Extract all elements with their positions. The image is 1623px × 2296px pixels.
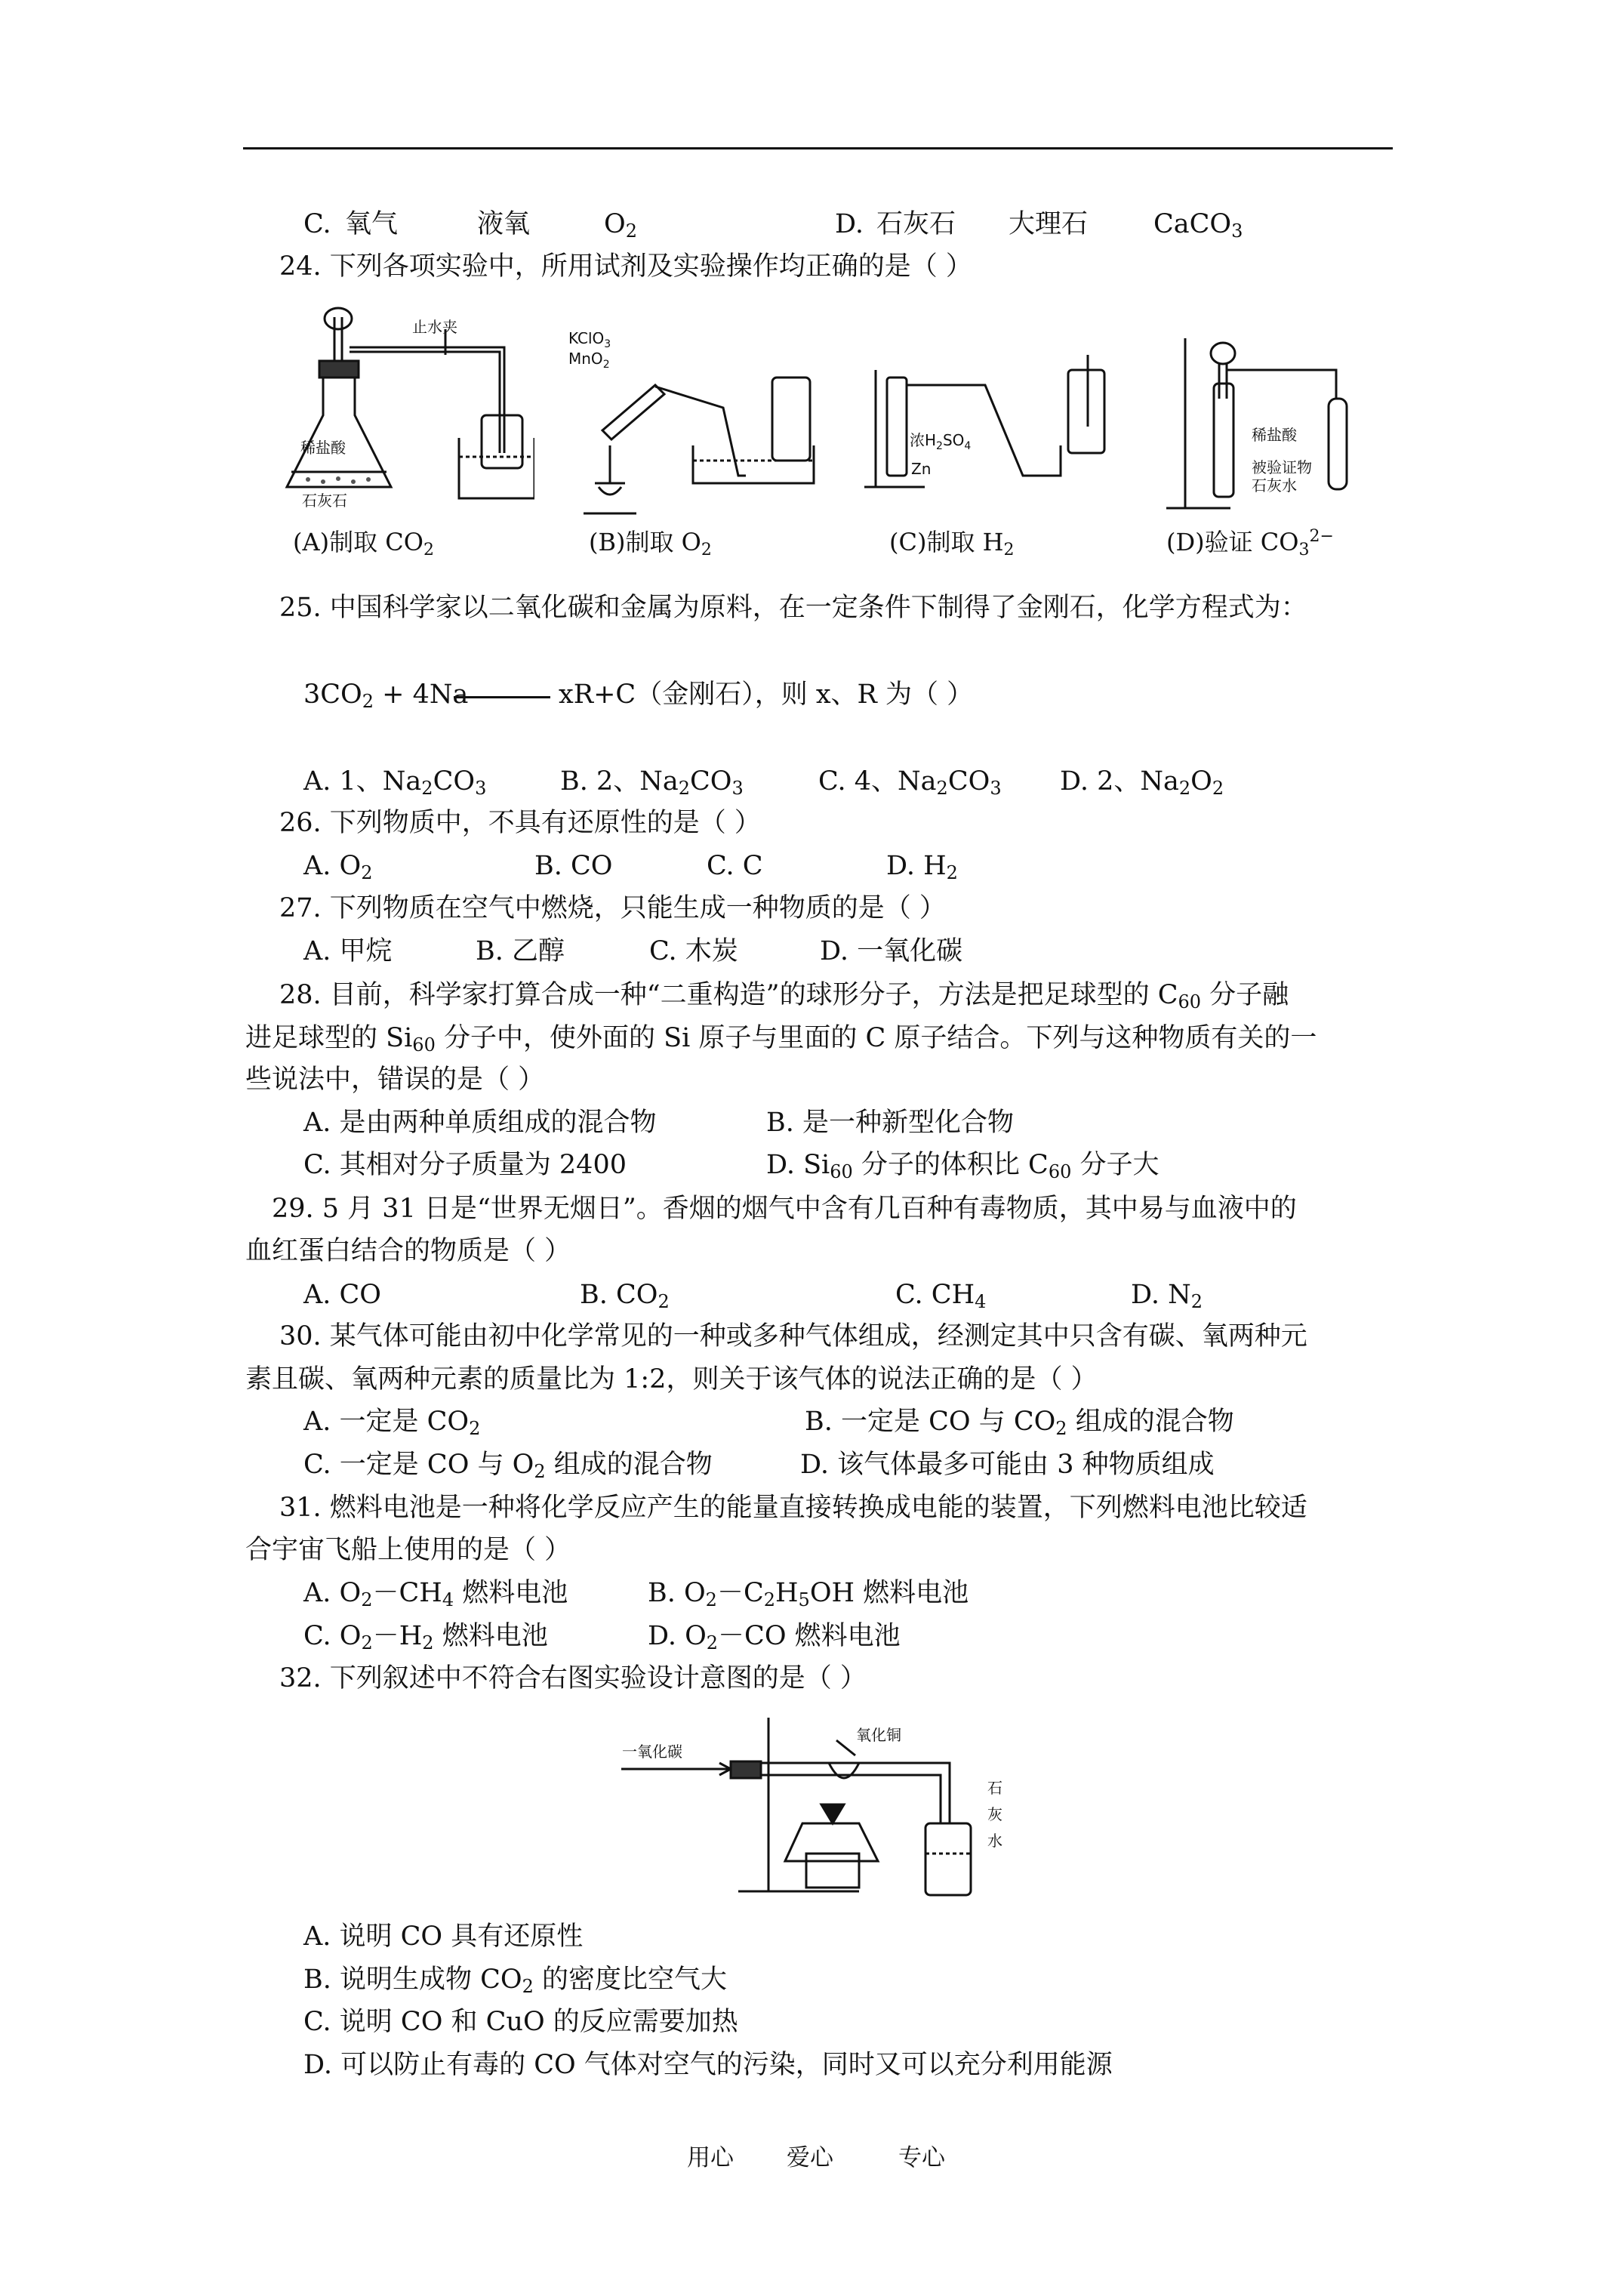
q32-option-c: C. 说明 CO 和 CuO 的反应需要加热 [303, 2007, 738, 2037]
header-rule [243, 147, 1393, 149]
q25-equation-right: xR+C（金刚石），则 x、R 为（ ） [559, 680, 974, 710]
q28-option-c: C. 其相对分子质量为 2400 [303, 1150, 627, 1180]
q32-stem: 32. 下列叙述中不符合右图实验设计意图的是（ ） [279, 1663, 867, 1693]
q24-stem: 24. 下列各项实验中，所用试剂及实验操作均正确的是（ ） [279, 251, 972, 282]
q28-line-3: 些说法中，错误的是（ ） [245, 1065, 545, 1095]
q28-option-a: A. 是由两种单质组成的混合物 [303, 1108, 657, 1138]
svg-text:KClO3: KClO$_3$ [568, 332, 611, 350]
svg-text:石灰水: 石灰水 [1252, 476, 1297, 495]
q32-option-a: A. 说明 CO 具有还原性 [303, 1922, 584, 1952]
svg-text:水: 水 [987, 1832, 1002, 1850]
q30-option-c: C. 一定是 CO 与 $O_2$ 组成的混合物 [303, 1450, 713, 1482]
svg-text:被验证物: 被验证物 [1252, 458, 1312, 476]
q28-option-b: B. 是一种新型化合物 [766, 1108, 1014, 1138]
figure-c-caption: (C)制取 $H_2$ [889, 528, 1015, 559]
q30-line-1: 30. 某气体可能由初中化学常见的一种或多种气体组成，经测定其中只含有碳、氧两种元 [279, 1321, 1307, 1351]
q28-line-2: 进足球型的 $Si_{60}$ 分子中，使外面的 Si 原子与里面的 C 原子结合。下列与这种物质有关的一 [245, 1023, 1317, 1056]
figure-d-co3-test-apparatus [1163, 331, 1389, 527]
q29-line-2: 血红蛋白结合的物质是（ ） [245, 1236, 571, 1266]
q31-option-d: D. $O_2-CO$ 燃料电池 [648, 1621, 901, 1653]
q25-equation-left: $3CO_2 + 4Na$ [303, 680, 469, 712]
q31-option-a: A. $O_2-CH_4$ 燃料电池 [303, 1578, 568, 1610]
q30-option-b: B. 一定是 CO 与 $CO_2$ 组成的混合物 [805, 1407, 1234, 1439]
svg-text:Zn: Zn [911, 460, 932, 478]
footer-text-3: 专心 [898, 2144, 945, 2171]
q31-option-b: B. $O_2-C_2H_5OH$ 燃料电池 [648, 1578, 969, 1610]
figure-co-reduction-apparatus [617, 1710, 1010, 1899]
svg-text:稀盐酸: 稀盐酸 [1252, 426, 1297, 444]
q31-line-2: 合宇宙飞船上使用的是（ ） [245, 1535, 571, 1565]
svg-text:石灰石: 石灰石 [302, 492, 347, 510]
q28-option-d: D. $Si_{60}$ 分子的体积比 $C_{60}$ 分子大 [766, 1150, 1160, 1182]
reaction-arrow-line [454, 696, 550, 698]
svg-text:氧化铜: 氧化铜 [856, 1726, 901, 1744]
svg-text:一氧化碳: 一氧化碳 [622, 1743, 682, 1761]
q30-option-d: D. 该气体最多可能由 3 种物质组成 [800, 1450, 1215, 1480]
q30-option-a: A. 一定是 $CO_2$ [303, 1407, 481, 1439]
q31-option-c: C. $O_2-H_2$ 燃料电池 [303, 1621, 548, 1653]
q32-option-d: D. 可以防止有毒的 CO 气体对空气的污染，同时又可以充分利用能源 [303, 2050, 1113, 2080]
svg-text:石: 石 [987, 1779, 1002, 1797]
q25-stem: 25. 中国科学家以二氧化碳和金属为原料，在一定条件下制得了金刚石，化学方程式为： [279, 593, 1307, 623]
figure-b-o2-apparatus [565, 332, 821, 525]
q31-line-1: 31. 燃料电池是一种将化学反应产生的能量直接转换成电能的装置，下列燃料电池比较适 [279, 1493, 1307, 1523]
figure-c-h2-apparatus [864, 355, 1121, 498]
svg-text:止水夹: 止水夹 [412, 318, 457, 336]
q29-line-1: 29. 5 月 31 日是“世界无烟日”。香烟的烟气中含有几百种有毒物质，其中易与血液中的 [272, 1194, 1297, 1224]
q28-line-1: 28. 目前，科学家打算合成一种“二重构造”的球形分子，方法是把足球型的 $C_{60}$ 分子融 [279, 980, 1289, 1012]
q27-stem: 27. 下列物质在空气中燃烧，只能生成一种物质的是（ ） [279, 893, 946, 923]
figure-a-caption: (A)制取 $CO_2$ [293, 528, 434, 559]
footer-text-2: 爱心 [787, 2144, 833, 2171]
figure-b-caption: (B)制取 $O_2$ [589, 528, 712, 559]
svg-text:MnO2: MnO$_2$ [568, 350, 610, 371]
svg-text:浓H2SO4: 浓$H_2SO_4$ [910, 431, 972, 452]
figure-a-co2-apparatus [278, 302, 534, 540]
svg-text:灰: 灰 [987, 1805, 1002, 1823]
q32-option-b: B. 说明生成物 $CO_2$ 的密度比空气大 [303, 1965, 727, 1997]
q30-line-2: 素且碳、氧两种元素的质量比为 1:2，则关于该气体的说法正确的是（ ） [245, 1364, 1098, 1395]
figure-d-caption: (D)验证 $CO_3^{2-}$ [1166, 527, 1334, 559]
footer-text-1: 用心 [687, 2144, 734, 2171]
svg-text:稀盐酸: 稀盐酸 [300, 439, 346, 457]
q26-stem: 26. 下列物质中，不具有还原性的是（ ） [279, 808, 761, 838]
